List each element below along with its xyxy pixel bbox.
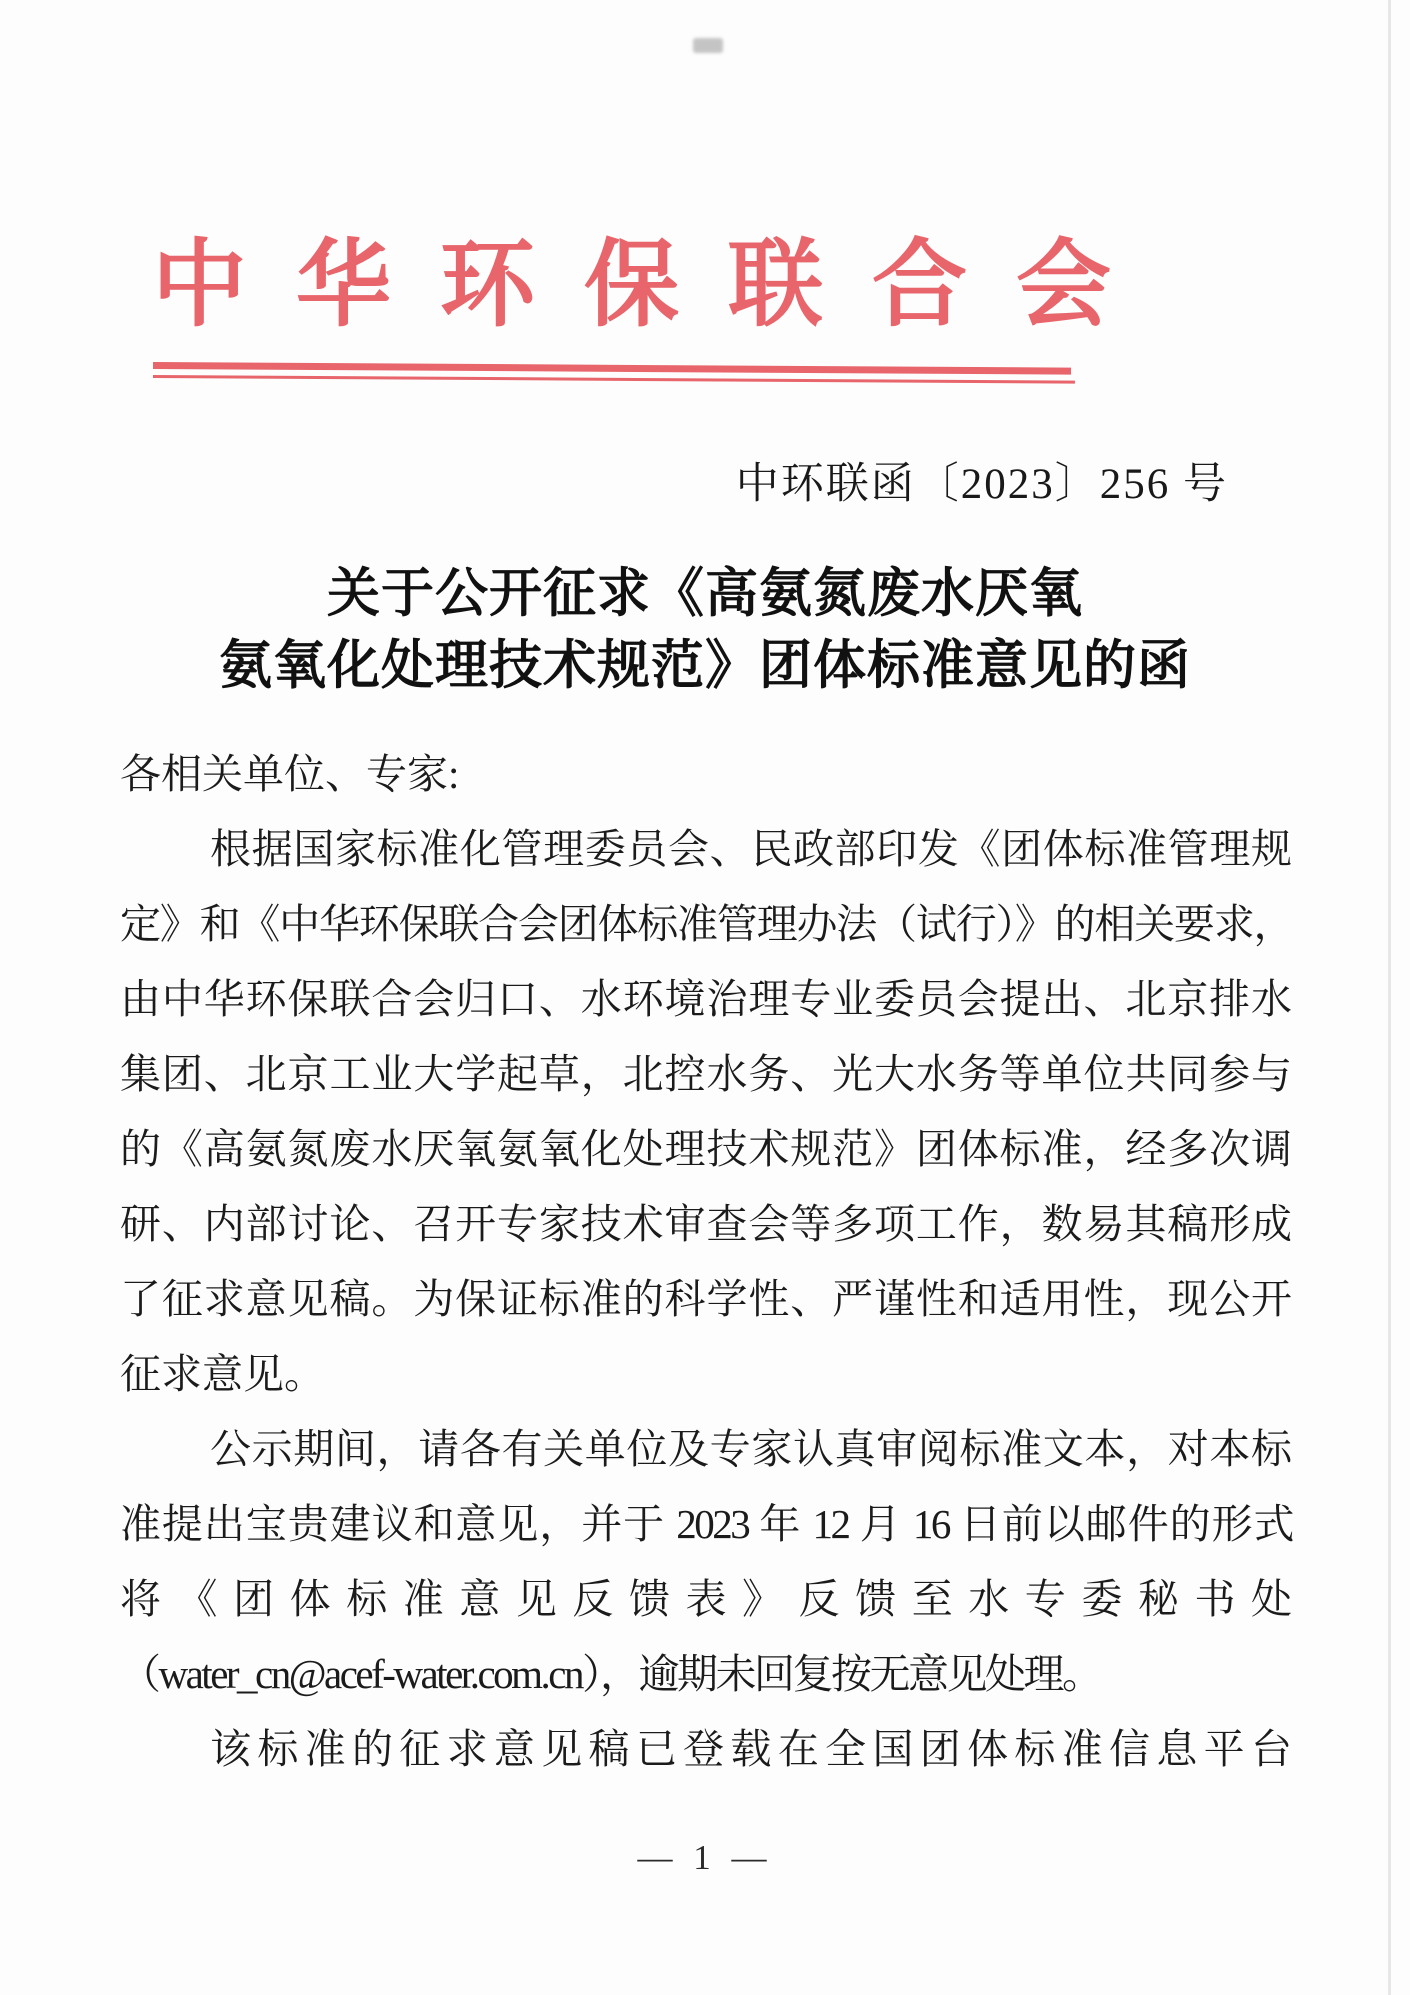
- body-line: 研、内部讨论、召开专家技术审查会等多项工作，数易其稿形成: [120, 1201, 1292, 1247]
- scan-edge-line: [1388, 0, 1391, 1995]
- body-line: （water_cn@acef-water.com.cn），逾期未回复按无意见处理。: [120, 1651, 1101, 1697]
- body-line: 征求意见。: [120, 1351, 325, 1397]
- body-line: 集团、北京工业大学起草，北控水务、光大水务等单位共同参与: [120, 1051, 1292, 1097]
- body-line: 将《团体标准意见反馈表》反馈至水专委秘书处: [120, 1576, 1292, 1622]
- body-line: 了征求意见稿。为保证标准的科学性、严谨性和适用性，现公开: [120, 1276, 1292, 1322]
- page-number: — 1 —: [637, 1838, 773, 1877]
- body-line: 由中华环保联合会归口、水环境治理专业委员会提出、北京排水: [120, 976, 1292, 1022]
- document-reference-number: 中环联函〔2023〕256 号: [735, 461, 1228, 508]
- letterhead-org-name: 中华环保联合会: [152, 232, 1161, 338]
- body-line: 准提出宝贵建议和意见，并于 2023 年 12 月 16 日前以邮件的形式: [120, 1501, 1292, 1547]
- document-title-line-2: 氨氧化处理技术规范》团体标准意见的函: [219, 637, 1191, 695]
- body-line: 定》和《中华环保联合会团体标准管理办法（试行）》的相关要求，: [120, 901, 1292, 947]
- divider-thick-line: [153, 362, 1071, 375]
- body-text: [120, 737, 1292, 1787]
- body-line: 根据国家标准化管理委员会、民政部印发《团体标准管理规: [210, 826, 1292, 872]
- document-title: [0, 558, 1410, 702]
- scan-artifact-smudge: [693, 38, 723, 53]
- document-title-line-1: 关于公开征求《高氨氮废水厌氧: [327, 565, 1083, 623]
- body-line: 公示期间，请各有关单位及专家认真审阅标准文本，对本标: [210, 1426, 1292, 1472]
- body-line: 各相关单位、专家:: [120, 751, 460, 797]
- body-line: 的《高氨氮废水厌氧氨氧化处理技术规范》团体标准，经多次调: [120, 1126, 1292, 1172]
- letterhead-divider: [153, 362, 1071, 384]
- divider-thin-line: [153, 375, 1075, 384]
- body-line: 该标准的征求意见稿已登载在全国团体标准信息平台: [210, 1726, 1292, 1772]
